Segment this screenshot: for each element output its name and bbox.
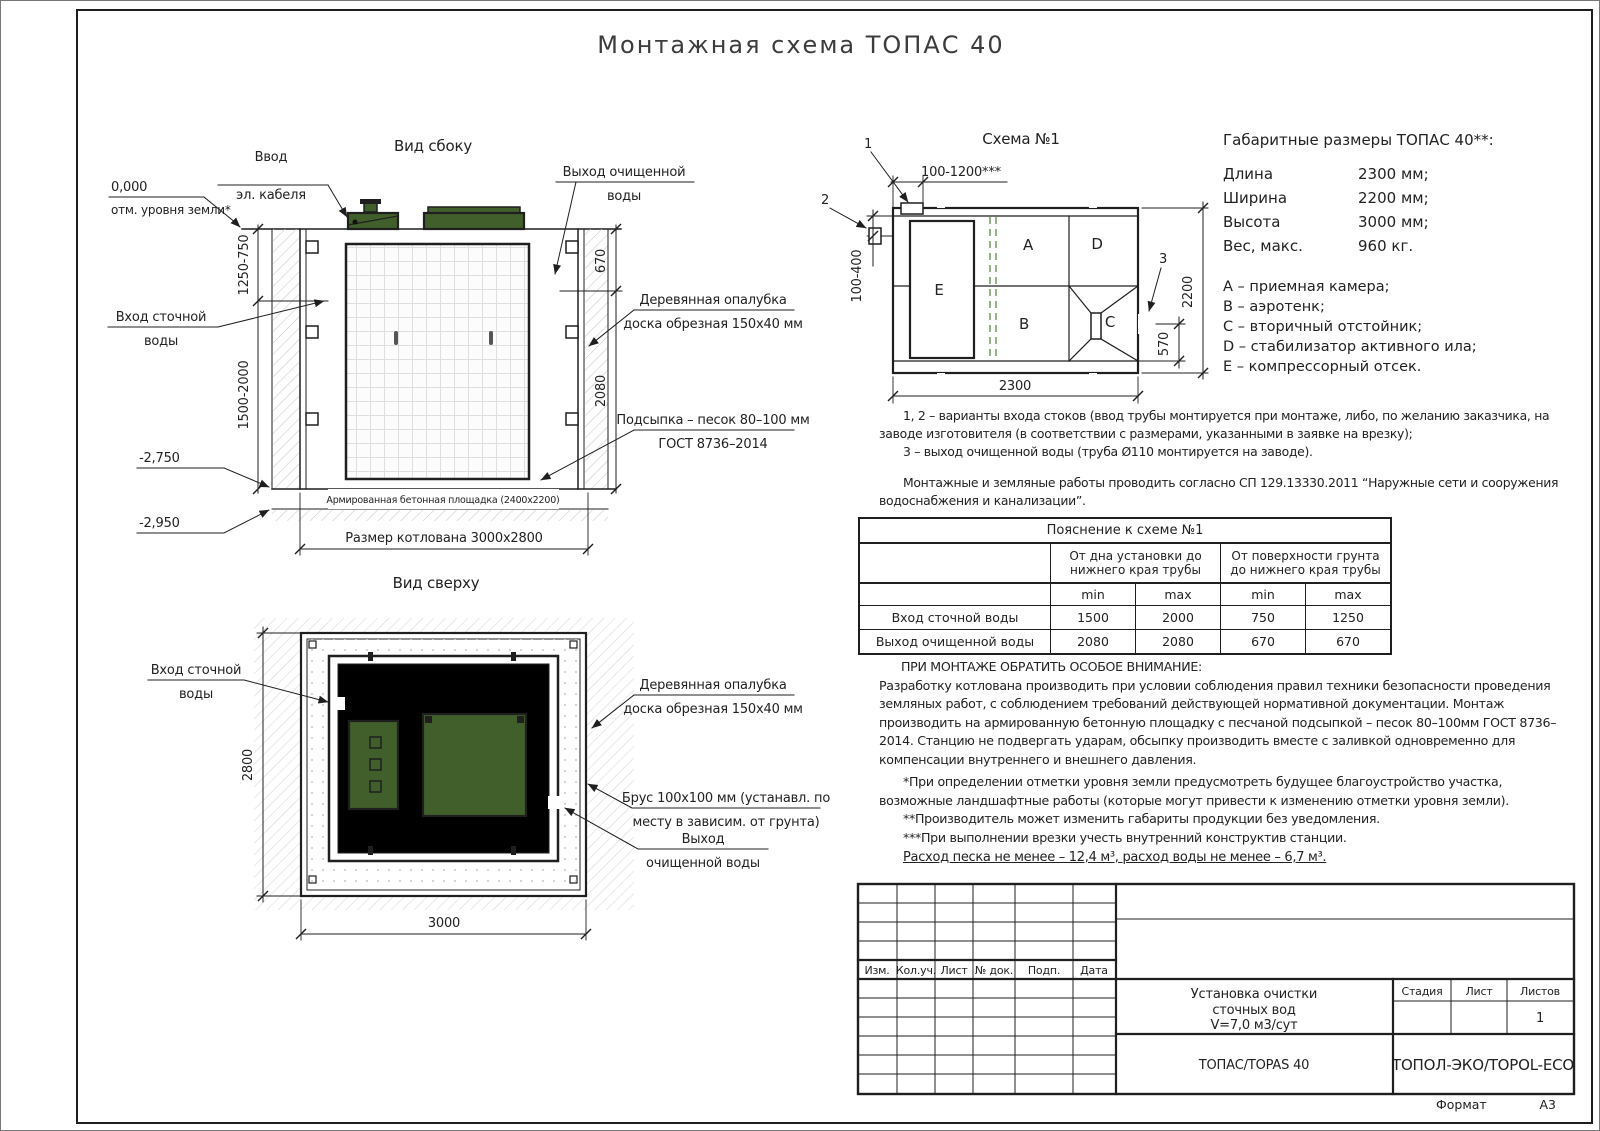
svg-text:2: 2 [820, 193, 830, 208]
top-view-title: Вид сверху [392, 574, 480, 592]
cable-entry-port [901, 203, 923, 214]
svg-text:V=7,0 м3/сут: V=7,0 м3/сут [1210, 1018, 1298, 1033]
note-variants: 1, 2 – варианты входа стоков (ввод трубы монтируется при монтаже, либо, по желанию заказчика, на заводе изготовителя (в соответствии с размерами, указанными в заявке на врезку); [879, 408, 1550, 441]
level-2750 [137, 451, 269, 487]
dim-100-400: 100-400 [850, 249, 865, 303]
dim-row: Ширина 2200 мм; [1223, 189, 1429, 207]
consumption-note: Расход песка не менее – 12,4 м³, расход воды не менее – 6,7 м³. [903, 850, 1327, 865]
level-zero-label: 0,000 [111, 180, 148, 195]
svg-text:Вход сточной: Вход сточной [115, 310, 207, 325]
compartment-b-label: B [1018, 315, 1030, 333]
dim-100-1200: 100-1200*** [921, 165, 1001, 180]
cable-label-line1: Ввод [254, 150, 288, 165]
compartment-e-label: E [934, 281, 944, 299]
svg-text:Кол.уч.: Кол.уч. [895, 964, 937, 977]
side-view-drawing [76, 121, 810, 573]
formwork-label-side [589, 293, 803, 346]
inlet-pipe-side [330, 293, 344, 307]
note-works: Монтажные и земляные работы проводить согласно СП 129.13330.2011 “Наружные сети и сооружения водоснабжения и канализации”. [879, 475, 1559, 508]
minmax-header: max [1306, 583, 1392, 606]
svg-text:воды: воды [606, 189, 642, 204]
overall-dimensions-block [1223, 131, 1583, 377]
svg-text:Дата: Дата [1080, 964, 1108, 977]
pit-size-label: Размер котлована 3000х2800 [345, 531, 543, 546]
notes-block [879, 407, 1579, 510]
outlet-label-side [555, 165, 694, 274]
attention-heading: ПРИ МОНТАЖЕ ОБРАТИТЬ ОСОБОЕ ВНИМАНИЕ: [901, 659, 1202, 674]
compartment-c-label: C [1104, 313, 1116, 331]
explanation-table [858, 517, 1392, 655]
compartment-d-label: D [1091, 235, 1103, 253]
concrete-pad-label: Армированная бетонная площадка (2400х2200) [326, 495, 560, 506]
svg-text:доска обрезная 150х40 мм: доска обрезная 150х40 мм [623, 317, 803, 332]
svg-text:№ док.: № док. [974, 964, 1014, 977]
product-name: ТОПАС/TOPAS 40 [1198, 1058, 1310, 1073]
legend-item: D – стабилизатор активного ила; [1223, 339, 1477, 355]
svg-text:Подсыпка – песок 80–100 мм: Подсыпка – песок 80–100 мм [616, 413, 810, 428]
compartment-a-label: A [1022, 236, 1034, 254]
overall-dimensions-title: Габаритные размеры ТОПАС 40**: [1223, 131, 1494, 149]
svg-text:3: 3 [1158, 252, 1168, 267]
company-name: ТОПОЛ-ЭКО/TOPOL-ECO [1391, 1056, 1575, 1074]
sheets-value: 1 [1535, 1011, 1545, 1026]
main-lid-top [423, 714, 526, 816]
cable-label-line2: эл. кабеля [236, 188, 306, 203]
svg-text:Лист: Лист [940, 964, 968, 977]
format-value: А3 [1539, 1097, 1556, 1112]
explanation-table-title: Пояснение к схеме №1 [859, 518, 1391, 543]
svg-text:сточных вод: сточных вод [1212, 1003, 1296, 1018]
dim-2080: 2080 [594, 374, 609, 408]
minmax-header: min [1051, 583, 1136, 606]
cable-entry-label [218, 150, 347, 217]
outlet-pipe-side [546, 279, 560, 293]
top-view-drawing [76, 546, 831, 951]
svg-text:ГОСТ 8736–2014: ГОСТ 8736–2014 [658, 437, 768, 452]
legend-item: C – вторичный отстойник; [1223, 319, 1423, 335]
svg-text:Изм.: Изм. [864, 964, 890, 977]
svg-text:Деревянная опалубка: Деревянная опалубка [639, 293, 787, 308]
svg-text:доска обрезная 150х40 мм: доска обрезная 150х40 мм [623, 702, 803, 717]
svg-text:очищенной воды: очищенной воды [646, 856, 760, 871]
format-note [1436, 1097, 1556, 1112]
format-label: Формат [1436, 1097, 1487, 1112]
footnote-1: *При определении отметки уровня земли предусмотреть будущее благоустройство участка, возможные ландшафтные работы (которые могут привести к изменению отметки уровня земли). [879, 774, 1509, 808]
svg-text:Вход сточной: Вход сточной [150, 663, 242, 678]
inlet-pipe-top [332, 697, 345, 710]
stage-label: Стадия [1401, 985, 1443, 998]
svg-text:1: 1 [863, 137, 873, 152]
minmax-header: min [1221, 583, 1306, 606]
legend-item: A – приемная камера; [1223, 279, 1390, 295]
overall-dimensions-table [1223, 165, 1429, 261]
attention-block [879, 658, 1574, 847]
dim-row: Вес, макс. 960 кг. [1223, 237, 1414, 255]
level-2950 [137, 510, 269, 533]
dim-1500-2000: 1500-2000 [237, 360, 252, 430]
inlet-port-2 [869, 228, 881, 244]
legend-item: E – компрессорный отсек. [1223, 359, 1422, 375]
footnote-3: ***При выполнении врезки учесть внутренний конструктив станции. [903, 829, 1347, 845]
dim-row: Высота 3000 мм; [1223, 213, 1429, 231]
sheets-label: Листов [1520, 985, 1560, 998]
svg-text:-2,750: -2,750 [139, 451, 180, 466]
svg-text:месту в зависим. от грунта): месту в зависим. от грунта) [632, 815, 820, 830]
svg-text:-2,950: -2,950 [139, 516, 180, 531]
title-block [856, 882, 1578, 1114]
svg-text:Установка очистки: Установка очистки [1190, 987, 1318, 1002]
ground-note-label: отм. уровня земли* [111, 203, 231, 217]
schema-title: Схема №1 [982, 130, 1060, 148]
svg-text:Брус 100х100 мм (устанавл. по: Брус 100х100 мм (устанавл. по [621, 791, 831, 806]
attention-body: Разработку котлована производить при условии соблюдения правил техники безопасности проведения земляных работ, с соблюдением требований действующей нормативной документации. Монтаж производить на армированную бетонную площадку с песчаной подсыпкой – песок 80–100мм ГОСТ 8736–2014. Станцию не подвергать ударам, обсыпку производить вместе с заливкой одновременно для компенсации внутреннего и внешнего давления. [879, 677, 1557, 767]
compartment-legend [1223, 277, 1583, 377]
svg-text:3000: 3000 [427, 916, 461, 931]
compressor-lid-top [349, 721, 398, 809]
svg-text:воды: воды [143, 334, 179, 349]
dim-row: Длина 2300 мм; [1223, 165, 1429, 183]
tank-lids-side [348, 199, 524, 229]
svg-text:Выход: Выход [681, 832, 725, 847]
sand-label-side [541, 413, 810, 480]
svg-text:Деревянная опалубка: Деревянная опалубка [639, 678, 787, 693]
group-header: От дна установки до нижнего края трубы [1051, 543, 1221, 583]
outlet-port-3 [1138, 314, 1156, 334]
dim-570: 570 [1157, 331, 1172, 357]
clarifier-center [1091, 313, 1101, 339]
minmax-header: max [1136, 583, 1221, 606]
dim-2200: 2200 [1181, 275, 1196, 309]
svg-text:воды: воды [178, 687, 214, 702]
concrete-pad [326, 489, 559, 509]
side-view-title: Вид сбоку [394, 137, 472, 155]
tank-body [330, 244, 560, 479]
note-outlet: 3 – выход очищенной воды (труба Ø110 монтируется на заводе). [903, 444, 1313, 459]
sheet-label: Лист [1465, 985, 1493, 998]
dim-2300: 2300 [998, 379, 1032, 394]
legend-item: B – аэротенк; [1223, 299, 1325, 315]
svg-text:2800: 2800 [241, 748, 256, 782]
dim-1250-750: 1250-750 [237, 234, 252, 296]
outlet-pipe-top [548, 796, 561, 809]
schema-drawing [811, 116, 1241, 416]
svg-text:Подп.: Подп. [1027, 964, 1061, 977]
svg-text:Выход очищенной: Выход очищенной [562, 165, 686, 180]
footnote-2: **Производитель может изменить габариты продукции без уведомления. [903, 811, 1380, 826]
dim-670: 670 [594, 248, 609, 274]
group-header: От поверхности грунта до нижнего края трубы [1221, 543, 1392, 583]
excavation-left [272, 229, 318, 489]
table-row: Выход очищенной воды 2080 2080 670 670 [859, 630, 1391, 655]
table-row: Вход сточной воды 1500 2000 750 1250 [859, 606, 1391, 630]
page-title: Монтажная схема ТОПАС 40 [597, 31, 1005, 59]
schema-shell [869, 201, 1156, 380]
